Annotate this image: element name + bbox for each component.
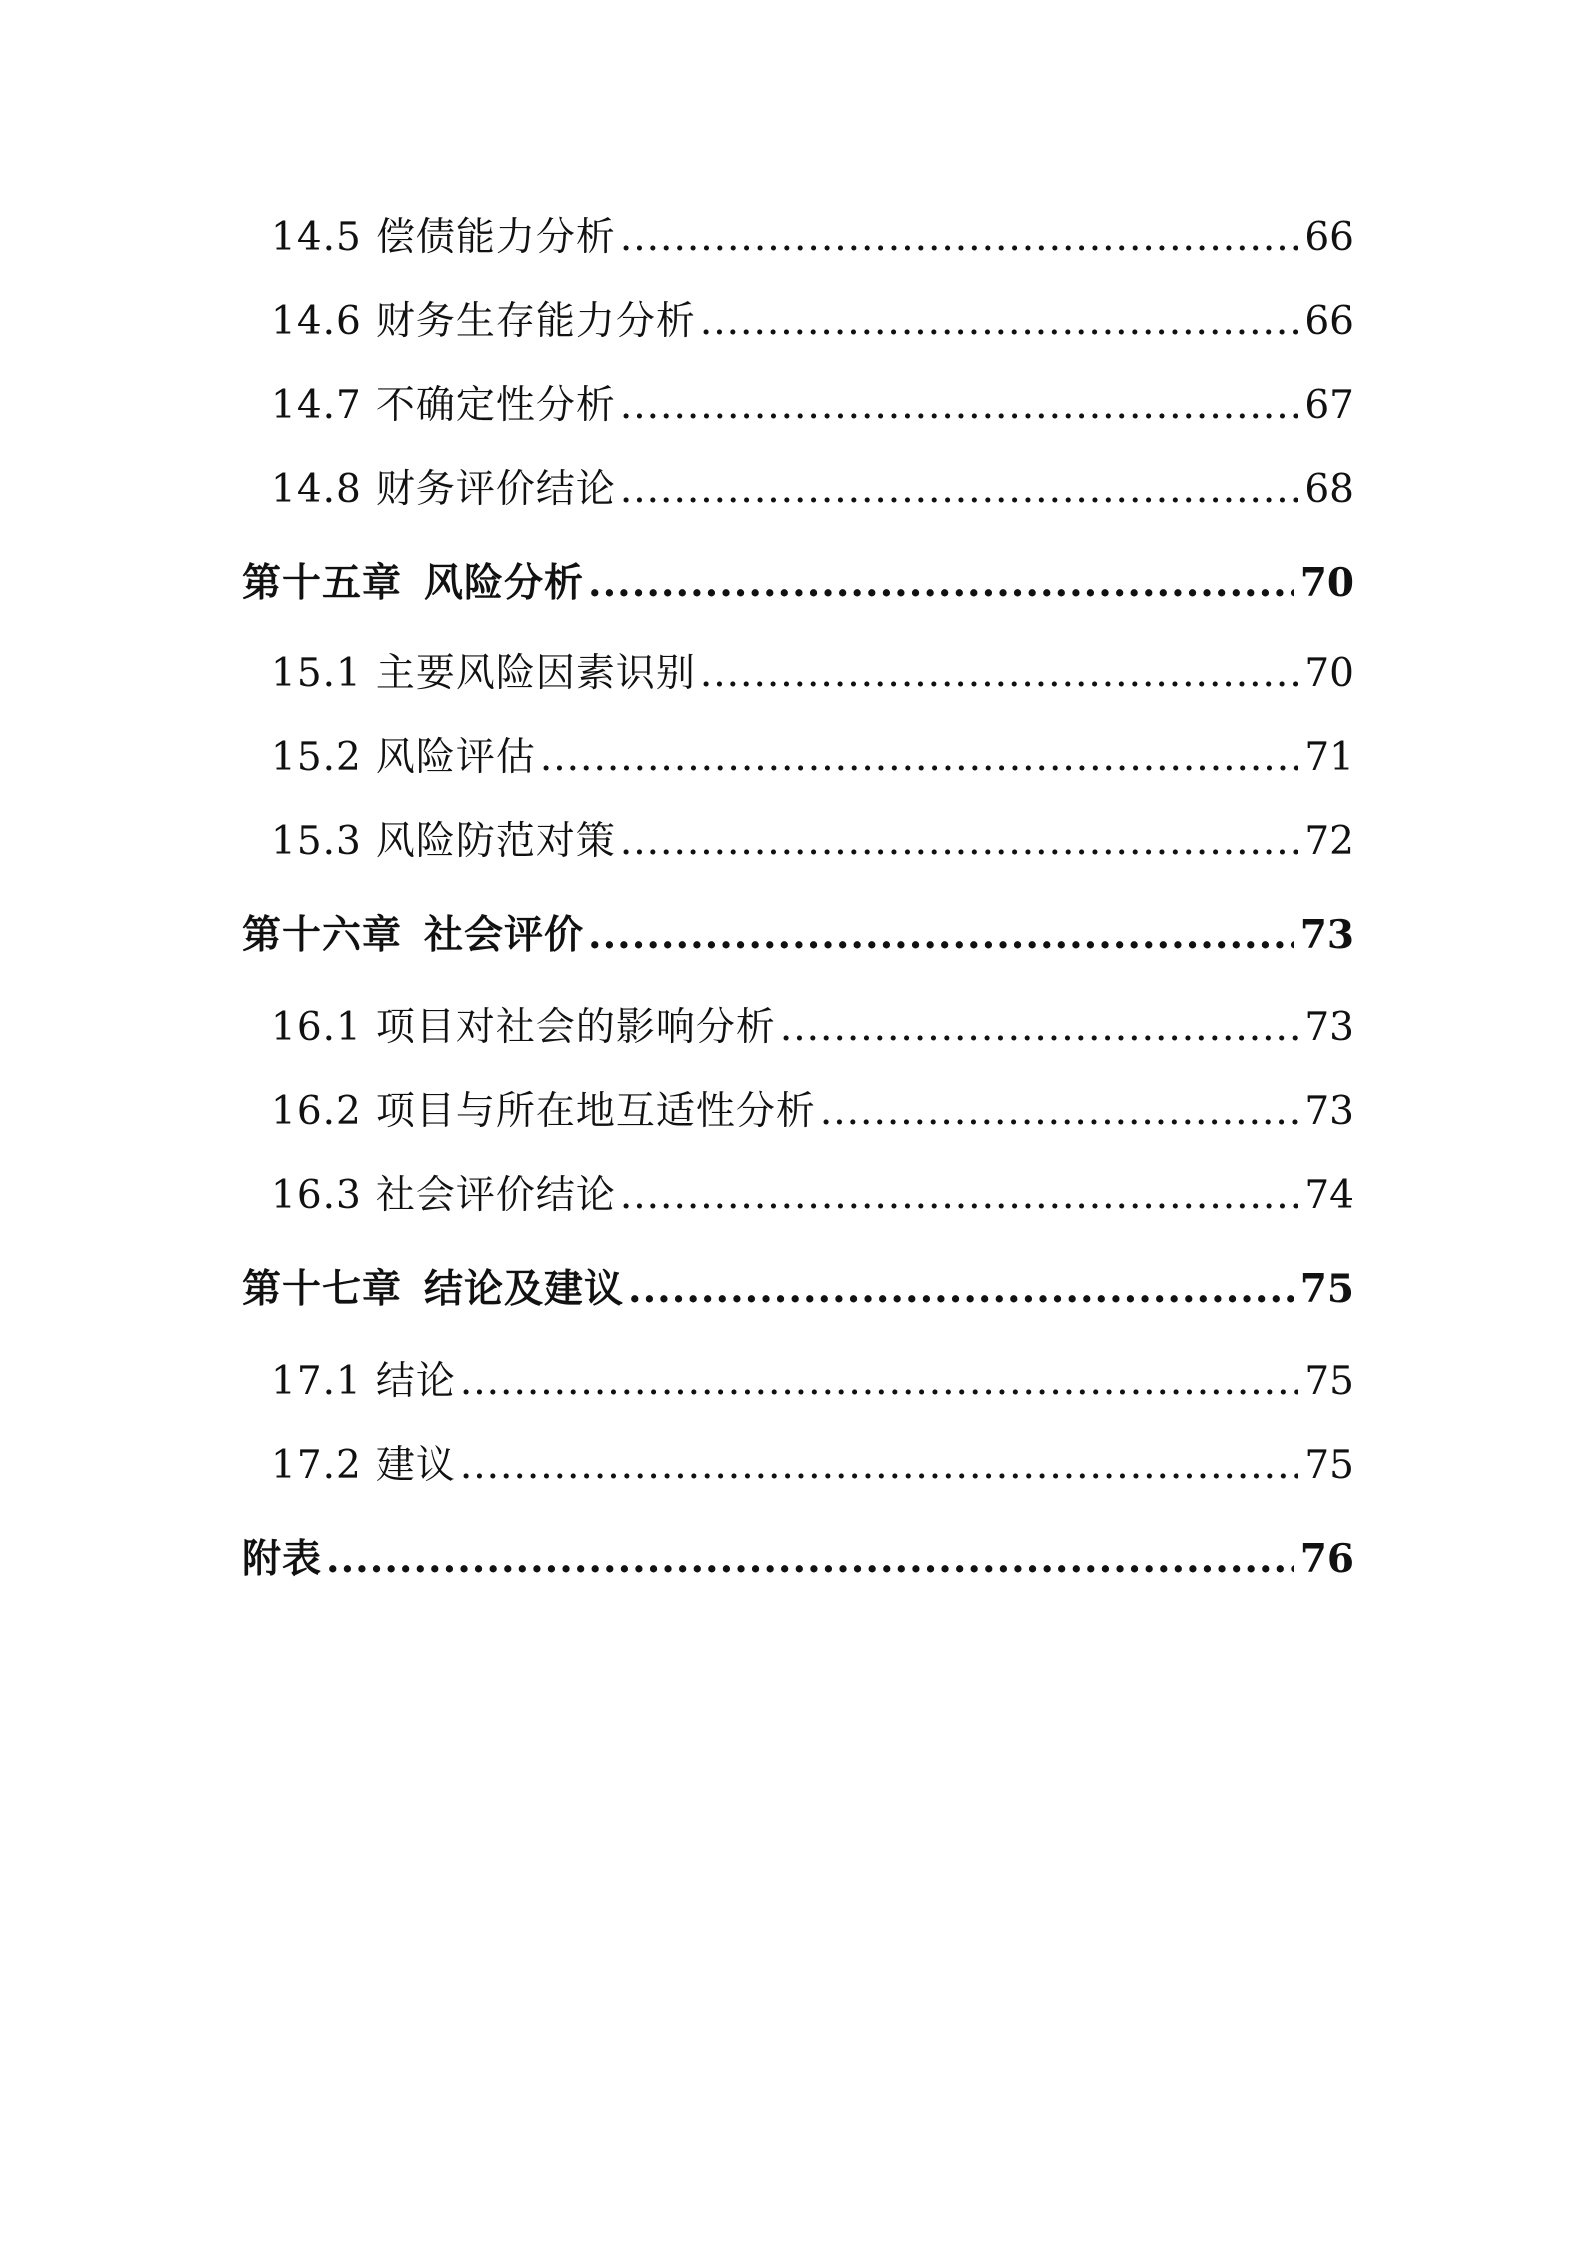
toc-page-number: 75 (1304, 1443, 1354, 1488)
toc-dot-leader (540, 716, 1299, 800)
toc-dot-leader (460, 1424, 1299, 1508)
toc-entry-14-7[interactable] (242, 364, 1354, 448)
toc-entry-title: 项目与所在地互适性分析 (375, 1089, 816, 1134)
toc-entry-title: 社会评价结论 (375, 1173, 616, 1218)
toc-entry-title: 主要风险因素识别 (375, 651, 696, 696)
toc-entry-title: 财务生存能力分析 (375, 299, 696, 344)
toc-entry-title: 项目对社会的影响分析 (375, 1005, 776, 1050)
toc-page-number: 72 (1304, 819, 1354, 864)
toc-entry-label (271, 364, 616, 448)
toc-entry-number: 16.1 (271, 1005, 362, 1050)
toc-entry-16-2[interactable] (242, 1070, 1354, 1154)
toc-entry-number: 15.1 (271, 651, 362, 696)
toc-entry-title: 偿债能力分析 (375, 215, 616, 260)
toc-entry-label (271, 448, 616, 532)
toc-dot-leader (620, 1154, 1299, 1238)
toc-dot-leader (588, 532, 1294, 634)
toc-entry-14-6[interactable] (242, 280, 1354, 364)
toc-chapter-number: 第十六章 (242, 912, 403, 958)
toc-entry-14-5[interactable] (242, 196, 1354, 280)
toc-dot-leader (700, 280, 1299, 364)
toc-entry-15-3[interactable] (242, 800, 1354, 884)
toc-page-number: 73 (1304, 1005, 1354, 1050)
toc-entry-title: 财务评价结论 (375, 467, 616, 512)
toc-page-number: 68 (1304, 467, 1354, 512)
toc-page-number: 73 (1304, 1089, 1354, 1134)
toc-page-number: 66 (1304, 299, 1354, 344)
toc-entry-title: 结论 (375, 1359, 456, 1404)
toc-chapter-title: 结论及建议 (424, 1266, 625, 1312)
toc-entry-number: 17.1 (271, 1359, 362, 1404)
toc-entry-label (271, 280, 696, 364)
toc-page-number: 74 (1304, 1173, 1354, 1218)
toc-chapter-label (242, 884, 584, 986)
toc-entry-16-3[interactable] (242, 1154, 1354, 1238)
toc-chapter-17[interactable] (242, 1238, 1354, 1340)
toc-entry-label (271, 196, 616, 280)
toc-dot-leader (628, 1238, 1294, 1340)
toc-page-number: 70 (1304, 651, 1354, 696)
toc-entry-number: 15.3 (271, 819, 362, 864)
toc-entry-number: 16.3 (271, 1173, 362, 1218)
toc-chapter-title: 风险分析 (424, 560, 585, 606)
toc-entry-label (271, 1340, 456, 1424)
toc-page-number: 66 (1304, 215, 1354, 260)
toc-entry-title: 建议 (375, 1443, 456, 1488)
toc-chapter-16[interactable] (242, 884, 1354, 986)
toc-dot-leader (620, 364, 1299, 448)
toc-entry-label (271, 632, 696, 716)
toc-entry-number: 14.5 (271, 215, 362, 260)
toc-dot-leader (620, 800, 1299, 884)
toc-dot-leader (820, 1070, 1299, 1154)
toc-dot-leader (620, 196, 1299, 280)
toc-appendix[interactable] (242, 1508, 1354, 1610)
toc-entry-14-8[interactable] (242, 448, 1354, 532)
toc-page-number: 70 (1299, 560, 1354, 606)
toc-entry-number: 14.7 (271, 383, 362, 428)
toc-entry-title: 风险评估 (375, 735, 536, 780)
toc-chapter-label (242, 1238, 624, 1340)
toc-dot-leader (326, 1508, 1294, 1610)
toc-entry-label (271, 1424, 456, 1508)
toc-page-number: 75 (1304, 1359, 1354, 1404)
toc-page-number: 73 (1299, 912, 1354, 958)
toc-page-number: 71 (1304, 735, 1354, 780)
toc-appendix-title: 附表 (242, 1536, 323, 1582)
toc-page-number: 76 (1299, 1536, 1354, 1582)
toc-page-number: 75 (1299, 1266, 1354, 1312)
toc-entry-16-1[interactable] (242, 986, 1354, 1070)
toc-dot-leader (700, 632, 1299, 716)
toc-entry-number: 14.6 (271, 299, 362, 344)
toc-entry-15-2[interactable] (242, 716, 1354, 800)
toc-chapter-number: 第十五章 (242, 560, 403, 606)
toc-appendix-label (242, 1508, 322, 1610)
toc-entry-17-2[interactable] (242, 1424, 1354, 1508)
toc-chapter-label (242, 532, 584, 634)
toc-entry-number: 14.8 (271, 467, 362, 512)
toc-entry-number: 17.2 (271, 1443, 362, 1488)
toc-entry-number: 16.2 (271, 1089, 362, 1134)
toc-entry-number: 15.2 (271, 735, 362, 780)
toc-entry-label (271, 1154, 616, 1238)
toc-dot-leader (460, 1340, 1299, 1424)
toc-entry-17-1[interactable] (242, 1340, 1354, 1424)
toc-page-number: 67 (1304, 383, 1354, 428)
toc-entry-15-1[interactable] (242, 632, 1354, 716)
toc-entry-label (271, 1070, 816, 1154)
table-of-contents (242, 196, 1354, 1610)
toc-dot-leader (780, 986, 1299, 1070)
toc-entry-label (271, 716, 536, 800)
toc-entry-label (271, 800, 616, 884)
toc-entry-title: 不确定性分析 (375, 383, 616, 428)
toc-dot-leader (588, 884, 1294, 986)
toc-entry-label (271, 986, 776, 1070)
toc-chapter-number: 第十七章 (242, 1266, 403, 1312)
toc-chapter-title: 社会评价 (424, 912, 585, 958)
toc-chapter-15[interactable] (242, 532, 1354, 632)
toc-entry-title: 风险防范对策 (375, 819, 616, 864)
toc-dot-leader (620, 448, 1299, 532)
